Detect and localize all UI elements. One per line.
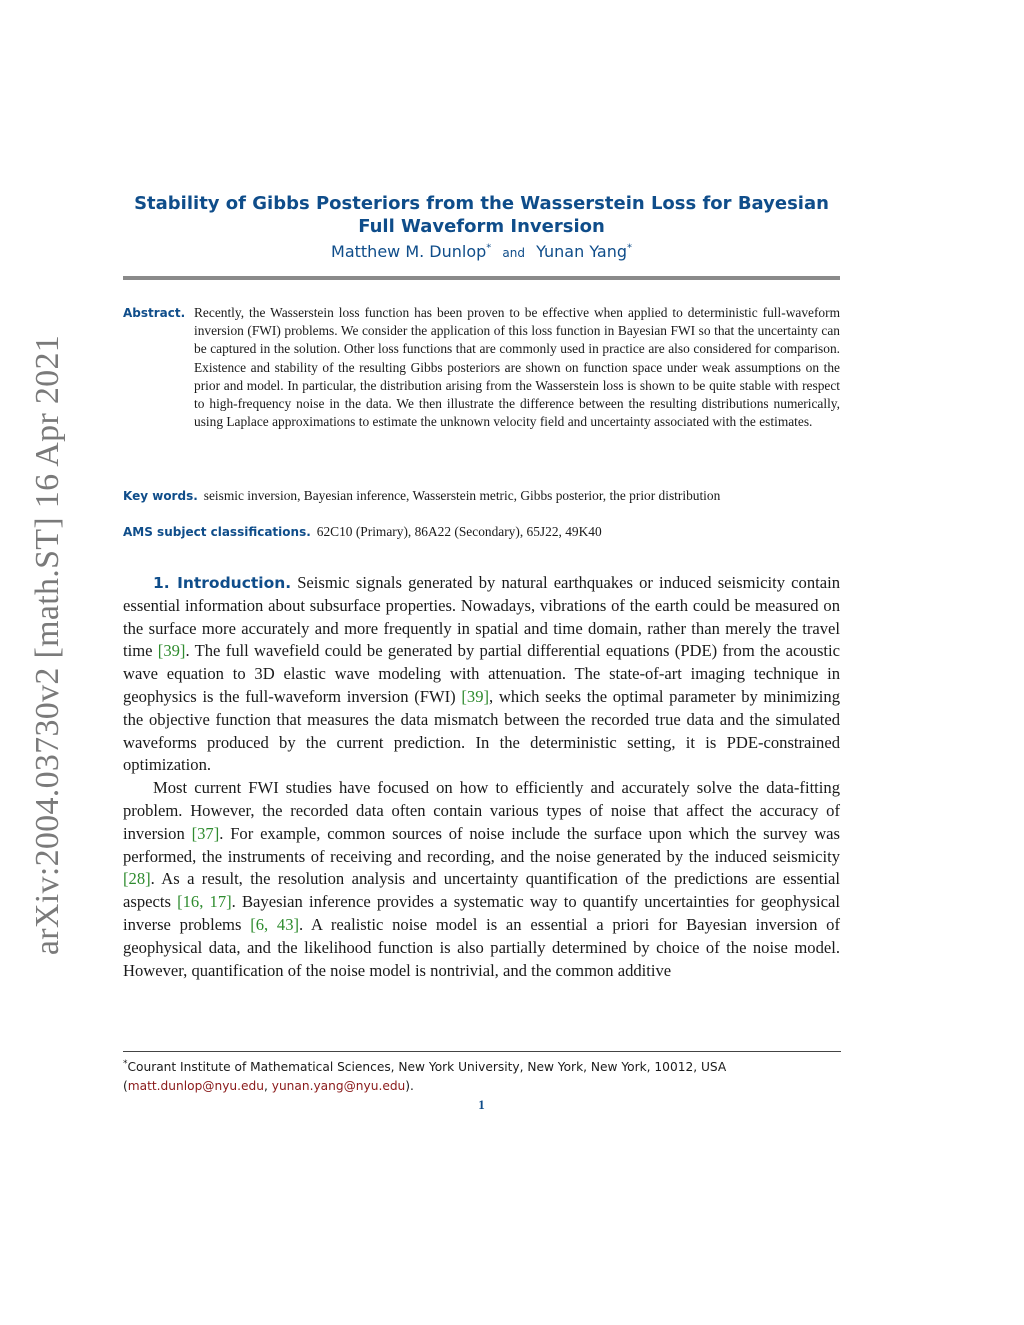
affiliation-footnote <box>123 1055 841 1096</box>
intro-paragraph-1 <box>123 572 840 777</box>
affiliation-mark: * <box>486 242 492 254</box>
body-text: . A realistic noise model is an essential a priori for Bayesian inversion of geophysical data, and the likelihood function is also partially determined by choice of the noise model. However, quantification of the noise model is nontrivial, and the common additive <box>123 914 840 980</box>
author-conjunction: and <box>502 246 525 260</box>
email-link[interactable]: matt.dunlop@nyu.edu <box>127 1079 264 1094</box>
citation-link[interactable]: [37] <box>191 823 220 843</box>
email-link[interactable]: yunan.yang@nyu.edu <box>271 1079 406 1094</box>
ams-classification-line <box>123 524 840 540</box>
author-name: Yunan Yang <box>536 242 627 261</box>
author-list <box>123 242 840 261</box>
footnote-paren: ). <box>405 1079 414 1094</box>
citation-link[interactable]: [16, 17] <box>177 892 232 912</box>
title-divider <box>123 276 840 280</box>
body-text: Most current FWI studies have focused on how to efficiently and accurately solve the data-fitting problem. However, the recorded data often contain various types of noise that affect the accuracy of inversion <box>123 778 840 843</box>
body-text: Seismic signals generated by natural earthquakes or induced seismicity contain essential information about subsurface properties. Nowadays, vibrations of the earth could be measured on the surface more accurately and more frequently in spatial and time domain, rather than merely the travel time <box>123 573 840 661</box>
keywords-line <box>123 488 853 504</box>
citation-link[interactable]: [39] <box>461 686 490 706</box>
ams-codes: 62C10 (Primary), 86A22 (Secondary), 65J22, 49K40 <box>316 524 602 539</box>
keywords-label: Key words. <box>123 489 198 503</box>
affiliation-text: Courant Institute of Mathematical Sciences, New York University, New York, New York, 10012, USA <box>127 1060 727 1075</box>
citation-link[interactable]: [28] <box>123 869 151 889</box>
abstract-label: Abstract. <box>123 306 186 320</box>
abstract-text: Recently, the Wasserstein loss function has been proven to be effective when applied to deterministic full-waveform inversion (FWI) problems. We consider the application of this loss function in Bayesian FWI so that the uncertainty can be captured in the solution. Other loss functions that are commonly used in practice are also considered for comparison. Existence and stability of the resulting Gibbs posteriors are shown on function space under weak assumptions on the prior and model. In particular, the distribution arising from the Wasserstein loss is shown to be quite stable with respect to high-frequency noise in the data. We then illustrate the difference between the resulting distributions numerically, using Laplace approximations to estimate the unknown velocity field and uncertainty associated with the estimates. <box>194 305 840 430</box>
section-heading: 1. Introduction. <box>153 574 292 592</box>
citation-link[interactable]: [6, 43] <box>250 914 300 934</box>
email-separator: , <box>263 1079 272 1094</box>
footnote-mark: * <box>123 1059 128 1069</box>
footnote-divider <box>123 1051 841 1052</box>
citation-link[interactable]: [39] <box>157 641 186 661</box>
body-text: . For example, common sources of noise include the surface upon which the survey was performed, the instruments of receiving and recording, and the noise generated by the induced seismicity <box>123 823 841 866</box>
arxiv-identifier-stamp: arXiv:2004.03730v2 [math.ST] 16 Apr 2021 <box>29 334 66 956</box>
abstract-block <box>123 304 840 431</box>
footnote-paren: ( <box>123 1079 128 1094</box>
introduction-section <box>123 572 840 982</box>
page-number: 1 <box>478 1097 485 1112</box>
author-name: Matthew M. Dunlop <box>331 242 487 261</box>
intro-paragraph-2 <box>123 777 840 982</box>
ams-label: AMS subject classifications. <box>123 525 311 539</box>
keywords-text: seismic inversion, Bayesian inference, Wasserstein metric, Gibbs posterior, the prior distribution <box>203 488 721 503</box>
paper-title: Stability of Gibbs Posteriors from the Wasserstein Loss for Bayesian Full Waveform Inversion <box>134 193 829 238</box>
body-text: . As a result, the resolution analysis and uncertainty quantification of the predictions are essential aspects <box>123 869 840 912</box>
body-text: . The full wavefield could be generated by partial differential equations (PDE) from the acoustic wave equation to 3D elastic wave modeling with attenuation. The state-of-art imaging technique in geophysics is the full-waveform inversion (FWI) <box>123 641 840 706</box>
affiliation-mark: * <box>626 242 632 254</box>
body-text: . Bayesian inference provides a systematic way to quantify uncertainties for geophysical inverse problems <box>123 892 840 934</box>
body-text: , which seeks the optimal parameter by minimizing the objective function that measures the data mismatch between the recorded true data and the simulated waveforms produced by the current prediction. In the deterministic setting, it is PDE-constrained optimization. <box>123 686 841 775</box>
